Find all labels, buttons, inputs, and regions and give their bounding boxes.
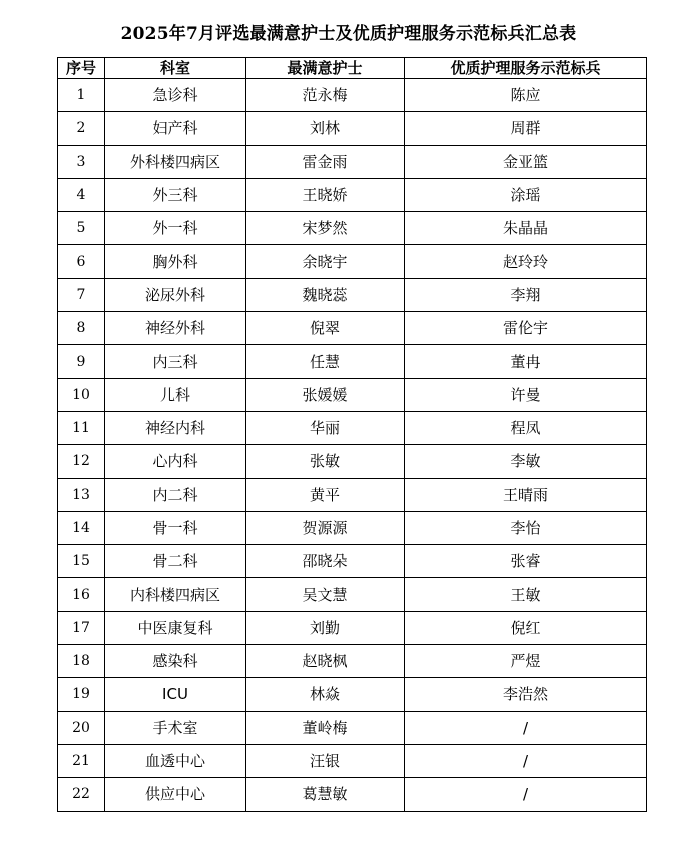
cell-model-nurse: 王敏: [405, 578, 647, 611]
cell-department: 骨一科: [105, 511, 246, 544]
cell-serial-number: 12: [58, 445, 105, 478]
cell-most-satisfied-nurse: 任慧: [246, 345, 405, 378]
cell-department: 外一科: [105, 212, 246, 245]
cell-model-nurse: 李浩然: [405, 678, 647, 711]
cell-serial-number: 21: [58, 744, 105, 777]
cell-serial-number: 22: [58, 778, 105, 811]
cell-model-nurse: 雷伦宇: [405, 312, 647, 345]
cell-department: 神经外科: [105, 312, 246, 345]
cell-most-satisfied-nurse: 邵晓朵: [246, 545, 405, 578]
table-row: [58, 778, 647, 811]
table-row: [58, 611, 647, 644]
cell-most-satisfied-nurse: 黄平: [246, 478, 405, 511]
cell-most-satisfied-nurse: 刘勤: [246, 611, 405, 644]
cell-most-satisfied-nurse: 魏晓蕊: [246, 278, 405, 311]
table-row: [58, 278, 647, 311]
cell-model-nurse: 许曼: [405, 378, 647, 411]
cell-department: 感染科: [105, 645, 246, 678]
table-row: [58, 79, 647, 112]
header-most-satisfied-nurse: 最满意护士: [246, 58, 405, 79]
cell-model-nurse: 李敏: [405, 445, 647, 478]
cell-most-satisfied-nurse: 张媛媛: [246, 378, 405, 411]
cell-most-satisfied-nurse: 葛慧敏: [246, 778, 405, 811]
cell-serial-number: 4: [58, 178, 105, 211]
cell-most-satisfied-nurse: 余晓宇: [246, 245, 405, 278]
table-row: [58, 711, 647, 744]
cell-most-satisfied-nurse: 雷金雨: [246, 145, 405, 178]
cell-department: 胸外科: [105, 245, 246, 278]
cell-department: 儿科: [105, 378, 246, 411]
cell-serial-number: 16: [58, 578, 105, 611]
cell-model-nurse: 严煜: [405, 645, 647, 678]
summary-table: [57, 57, 647, 812]
cell-department: 神经内科: [105, 411, 246, 444]
cell-serial-number: 18: [58, 645, 105, 678]
cell-model-nurse: 王晴雨: [405, 478, 647, 511]
cell-department: 外科楼四病区: [105, 145, 246, 178]
cell-serial-number: 5: [58, 212, 105, 245]
table-row: [58, 411, 647, 444]
cell-most-satisfied-nurse: 王晓娇: [246, 178, 405, 211]
cell-model-nurse: 金亚篮: [405, 145, 647, 178]
header-department: 科室: [105, 58, 246, 79]
table-row: [58, 212, 647, 245]
cell-most-satisfied-nurse: 宋梦然: [246, 212, 405, 245]
table-row: [58, 245, 647, 278]
cell-department: 急诊科: [105, 79, 246, 112]
cell-department: 泌尿外科: [105, 278, 246, 311]
cell-model-nurse: 程凤: [405, 411, 647, 444]
cell-serial-number: 7: [58, 278, 105, 311]
cell-model-nurse: /: [405, 711, 647, 744]
cell-model-nurse: /: [405, 778, 647, 811]
table-row: [58, 345, 647, 378]
header-serial-number: 序号: [58, 58, 105, 79]
cell-most-satisfied-nurse: 华丽: [246, 411, 405, 444]
table-row: [58, 511, 647, 544]
cell-most-satisfied-nurse: 刘林: [246, 112, 405, 145]
table-row: [58, 478, 647, 511]
cell-serial-number: 20: [58, 711, 105, 744]
table-row: [58, 145, 647, 178]
cell-model-nurse: 倪红: [405, 611, 647, 644]
cell-most-satisfied-nurse: 林焱: [246, 678, 405, 711]
cell-department: 外三科: [105, 178, 246, 211]
table-row: [58, 178, 647, 211]
cell-model-nurse: 赵玲玲: [405, 245, 647, 278]
cell-model-nurse: 陈应: [405, 79, 647, 112]
cell-model-nurse: 李怡: [405, 511, 647, 544]
cell-serial-number: 15: [58, 545, 105, 578]
table-row: [58, 112, 647, 145]
table-row: [58, 645, 647, 678]
cell-serial-number: 8: [58, 312, 105, 345]
table-row: [58, 678, 647, 711]
cell-department: 心内科: [105, 445, 246, 478]
cell-model-nurse: 朱晶晶: [405, 212, 647, 245]
cell-serial-number: 14: [58, 511, 105, 544]
cell-most-satisfied-nurse: 汪银: [246, 744, 405, 777]
cell-most-satisfied-nurse: 倪翠: [246, 312, 405, 345]
cell-serial-number: 2: [58, 112, 105, 145]
cell-serial-number: 10: [58, 378, 105, 411]
header-model-nurse: 优质护理服务示范标兵: [405, 58, 647, 79]
cell-department: 骨二科: [105, 545, 246, 578]
table-header-row: [58, 58, 647, 79]
cell-model-nurse: 董冉: [405, 345, 647, 378]
table-row: [58, 744, 647, 777]
cell-model-nurse: 涂瑶: [405, 178, 647, 211]
cell-serial-number: 19: [58, 678, 105, 711]
cell-serial-number: 17: [58, 611, 105, 644]
cell-serial-number: 11: [58, 411, 105, 444]
cell-department: 内三科: [105, 345, 246, 378]
table-row: [58, 445, 647, 478]
cell-model-nurse: /: [405, 744, 647, 777]
cell-most-satisfied-nurse: 董岭梅: [246, 711, 405, 744]
cell-department: 内科楼四病区: [105, 578, 246, 611]
cell-model-nurse: 张睿: [405, 545, 647, 578]
cell-department: 血透中心: [105, 744, 246, 777]
cell-most-satisfied-nurse: 贺源源: [246, 511, 405, 544]
table-row: [58, 578, 647, 611]
cell-most-satisfied-nurse: 吴文慧: [246, 578, 405, 611]
cell-model-nurse: 周群: [405, 112, 647, 145]
cell-serial-number: 3: [58, 145, 105, 178]
table-row: [58, 312, 647, 345]
cell-department: ICU: [105, 678, 246, 711]
cell-most-satisfied-nurse: 张敏: [246, 445, 405, 478]
cell-serial-number: 9: [58, 345, 105, 378]
table-row: [58, 545, 647, 578]
cell-serial-number: 1: [58, 79, 105, 112]
cell-department: 供应中心: [105, 778, 246, 811]
cell-model-nurse: 李翔: [405, 278, 647, 311]
cell-department: 内二科: [105, 478, 246, 511]
cell-department: 妇产科: [105, 112, 246, 145]
cell-most-satisfied-nurse: 赵晓枫: [246, 645, 405, 678]
cell-department: 手术室: [105, 711, 246, 744]
cell-serial-number: 6: [58, 245, 105, 278]
cell-serial-number: 13: [58, 478, 105, 511]
page-title: 2025年7月评选最满意护士及优质护理服务示范标兵汇总表: [120, 24, 577, 44]
cell-department: 中医康复科: [105, 611, 246, 644]
table-body: [58, 79, 647, 812]
table-row: [58, 378, 647, 411]
cell-most-satisfied-nurse: 范永梅: [246, 79, 405, 112]
